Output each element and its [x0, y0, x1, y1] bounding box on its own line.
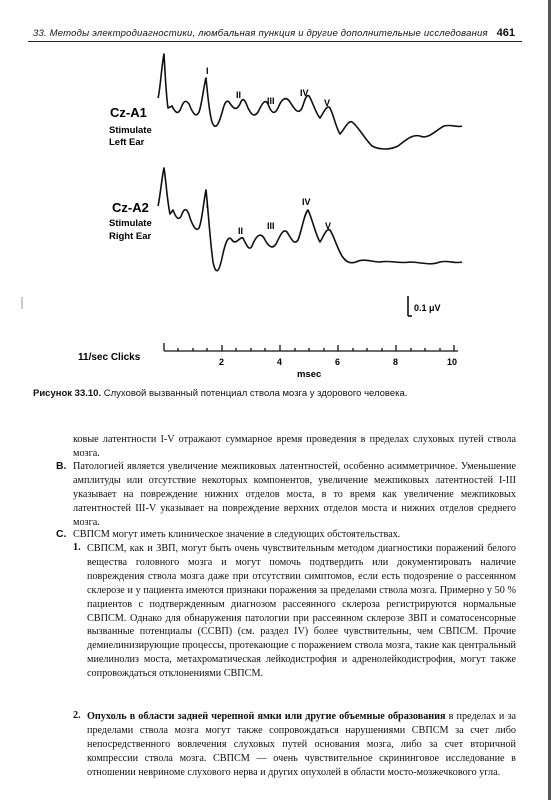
chapter-title: 33. Методы электродиагностики, люмбальная пункция и другие дополнительные исследования	[33, 28, 488, 39]
section-c-marker: C.	[56, 529, 67, 540]
trace2-peak-III: III	[267, 221, 275, 231]
tick-8: 8	[393, 357, 399, 367]
abr-waveform-figure	[0, 40, 555, 380]
trace1-peak-I: I	[206, 66, 209, 76]
item-1-text: СВПСМ, как и ЗВП, могут быть очень чувствительным методом диагностики поражений белого вещества головного мозга и могут помочь подтвердить или документировать наличие повреждения ствола мозга даже при отсутствии симптомов, если есть подозрение о рассеянном склерозе и у пациента имеются признаки поражения за пределами ствола мозга. Примерно у 50 % пациентов с подтвержденным диагнозом рассеянного склероза регистрируются нормальные СВПСМ. Однако для обнаружения патологии при рассеянном склерозе ЗВП и соматосенсорные вызванные потенциалы (ССВП) (см. раздел IV) более чувствительны, чем СВПСМ. Прочие демиелинизирующие процессы, протекающие с поражением ствола мозга, такие как центральный миелинолиз моста, метахроматическая лейкодистрофия и адренолейкодистрофия, могут также сопровождаться отклонениями СВПСМ.	[87, 543, 516, 680]
figure-caption	[33, 388, 523, 399]
section-c-text: СВПСМ могут иметь клиническое значение в следующих обстоятельствах.	[73, 529, 401, 540]
trace2-ear-label: Right Ear	[109, 231, 152, 242]
scale-bar-label: 0.1 μV	[414, 303, 441, 313]
time-axis	[164, 343, 458, 351]
amplitude-scale-bar	[408, 296, 441, 316]
trace2-peak-II: II	[238, 226, 244, 236]
trace1-peak-III: III	[267, 96, 275, 106]
trace2-peak-I: I	[206, 200, 209, 210]
item-2-text	[87, 710, 516, 780]
trace1-channel-label: Cz-A1	[110, 105, 147, 120]
page-number: 461	[496, 27, 515, 39]
time-axis-unit: msec	[297, 369, 322, 380]
tick-2: 2	[219, 357, 225, 367]
caption-text: Слуховой вызванный потенциал ствола мозга у здорового человека.	[103, 388, 408, 399]
trace2-peak-IV: IV	[302, 197, 311, 207]
item-2-bold-lead: Опухоль в области задней черепной ямки или другие объемные образования	[87, 711, 446, 722]
trace2-stim-label: Stimulate	[109, 218, 152, 229]
caption-label: Рисунок 33.10.	[33, 388, 102, 399]
section-b-text: Патологией является увеличение межпиковых латентностей, особенно асимметричное. Уменьшение амплитуды или отсутствие некоторых компонентов, увеличение межпиковых латентностей I-III указывает на повреждение нижних отделов моста, в то время как увеличение межпиковых латентностей III-V указывает на повреждение верхних отделов моста и нижних отделов среднего мозга.	[73, 461, 516, 528]
trace2-channel-label: Cz-A2	[112, 200, 149, 215]
trace1-peak-IV: IV	[300, 88, 309, 98]
item-1-number: 1.	[73, 542, 81, 553]
trace1-stim-label: Stimulate	[109, 125, 152, 136]
tick-4: 4	[277, 357, 283, 367]
trace2-peak-V: V	[325, 221, 332, 231]
trace1-peak-V: V	[324, 98, 331, 108]
trace2-waveform	[158, 168, 462, 271]
item-2-rest: в пределах и за пределами ствола мозга могут также сопровождаться нарушениями СВПСМ за счет либо непосредственного вовлечения слуховых путей основания мозга, либо за счет вторичной компрессии ствола мозга. СВПСМ — очень чувствительное скрининговое исследование в отношении невриноме слухового нерва и других опухолей в области мосто-мозжечкового угла.	[87, 711, 516, 778]
clicks-label: 11/sec Clicks	[78, 352, 141, 363]
paragraph-continuation: ковые латентности I-V отражают суммарное время проведения в пределах слуховых путей ствола мозга.	[73, 434, 516, 459]
trace1-ear-label: Left Ear	[109, 137, 145, 148]
tick-6: 6	[335, 357, 341, 367]
section-b-marker: B.	[56, 461, 67, 472]
tick-10: 10	[447, 357, 458, 367]
trace1-peak-II: II	[236, 90, 242, 100]
item-2-number: 2.	[73, 710, 81, 721]
trace1-waveform	[158, 54, 462, 149]
